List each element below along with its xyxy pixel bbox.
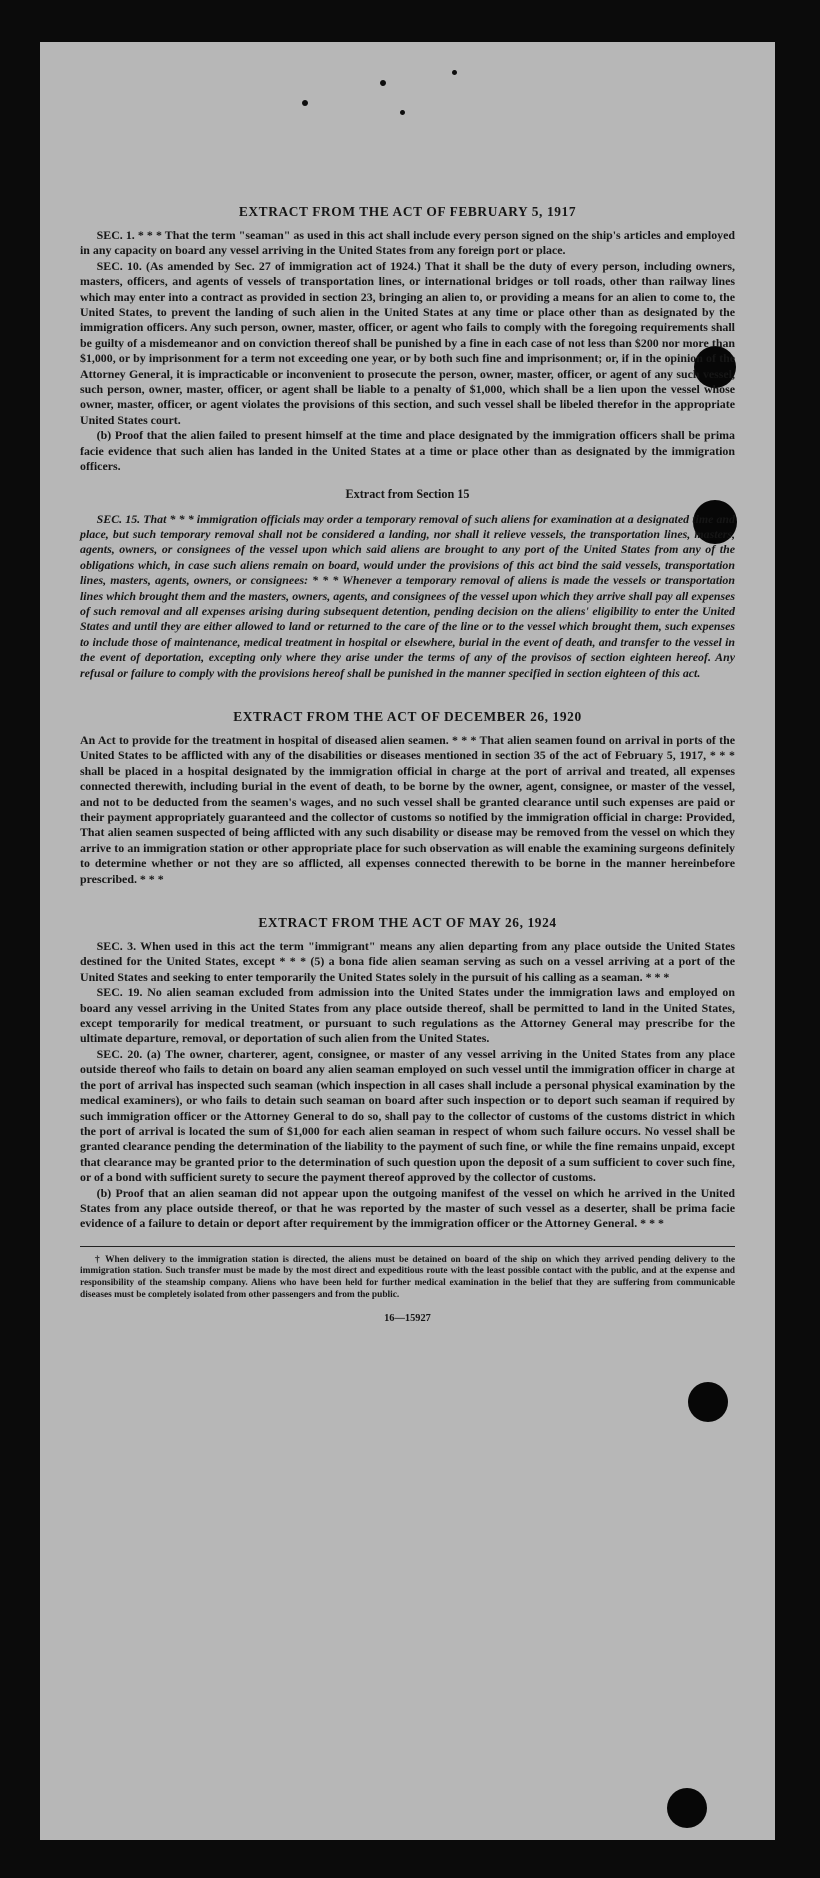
paragraph: SEC. 15. That * * * immigration officials may order a temporary removal of such aliens for examination at a designated time and place, but such temporary removal shall not be considered a landing, nor shall it relieve vessels, the transportation lines, masters, agents, owners, or consignees of the vessel upon which said aliens are brought to any port of the United States from any of the obligations which, in case such aliens remain on board, would under the provisions of this act bind the said vessels, transportation lines, masters, agents, owners, or consignees: * * * Whenever a temporary removal of aliens is made the vessels or transportation lines which brought them and the masters, owners, agents, and consignees of the vessel upon which they arrive shall pay all expenses of such removal and all expenses arising during subsequent detention, pending decision on the aliens' eligibility to enter the United States and until they are either allowed to land or returned to the care of the line or to the vessel which brought them, such expenses to include those of maintenance, medical treatment in hospital or elsewhere, burial in the event of death, and transfer to the vessel in the event of deportation, excepting only where they arise under the terms of any of the provisos of section eighteen hereof. Any refusal or failure to comply with the provisions hereof shall be punished in the manner specified in section eighteen of this act. [80, 511, 735, 680]
speck-mark [302, 100, 308, 106]
page-number: 16—15927 [384, 1313, 431, 1325]
section-heading: EXTRACT FROM THE ACT OF FEBRUARY 5, 1917 [238, 204, 577, 219]
speck-mark [400, 110, 405, 115]
section-subheading: Extract from Section 15 [345, 486, 470, 501]
paragraph: SEC. 20. (a) The owner, charterer, agent, consignee, or master of any vessel arriving in the United States from any place outside thereof who fails to detain on board any alien seaman employed on such vessel until the immigration officer in charge at the port of arrival has inspected such seaman (which inspection in all cases shall include a personal physical examination by the medical examiners), or who fails to detain such seaman on board after such inspection or to deport such seaman if required by such immigration officer or the Attorney General to do so, shall pay to the collector of customs of the customs district in which the port of arrival is located the sum of $1,000 for each alien seaman in respect of whom such failure occurs. No vessel shall be granted clearance pending the determination of the liability to the payment of such fine, or while the fine remains unpaid, except that clearance may be granted prior to the determination of such question upon the deposit of a sum sufficient to cover such fine, or of a bond with sufficient surety to secure the payment thereof approved by the collector of customs. [80, 1046, 735, 1185]
section-heading: EXTRACT FROM THE ACT OF DECEMBER 26, 1920 [233, 708, 582, 724]
paragraph: (b) Proof that the alien failed to present himself at the time and place designated by the immigration officers shall be prima facie evidence that such alien has landed in the United States at a time or place other than as designated by the immigration officers. [80, 428, 735, 474]
paragraph: SEC. 3. When used in this act the term "immigrant" means any alien departing from any place outside the United States destined for the United States, except * * * (5) a bona fide alien seaman serving as such on a vessel arriving at a port of the United States and seeking to enter temporarily the United States solely in the pursuit of his calling as a seaman. * * * [80, 939, 735, 984]
paragraph: (b) Proof that an alien seaman did not appear upon the outgoing manifest of the vessel on which he arrived in the United States from any place outside thereof, or that he was reported by the master of such vessel as a deserter, shall be prima facie evidence of a failure to detain or deport after requirement by the immigration officer or the Attorney General. * * * [80, 1185, 735, 1231]
act-1920-section [80, 709, 735, 887]
punch-hole [667, 1788, 707, 1828]
paragraph: SEC. 10. (As amended by Sec. 27 of immigration act of 1924.) That it shall be the duty of every person, including owners, masters, officers, and agents of vessels of transportation lines, or international bridges or toll roads, other than railway lines which may enter into a contract as provided in section 23, bringing an alien to, or providing a means for an alien to come to, the United States, to prevent the landing of such alien in the United States at any time or place other than as designated by the immigration officers. Any such person, owner, master, officer, or agent who fails to comply with the foregoing requirements shall be guilty of a misdemeanor and on conviction thereof shall be punished by a fine in each case of not less than $200 nor more than $1,000, or by imprisonment for a term not exceeding one year, or by both such fine and imprisonment; or, if in the opinion of the Attorney General, it is impracticable or inconvenient to prosecute the person, owner, master, officer, or agent of any such vessel, such person, owner, master, officer, or agent shall be liable to a penalty of $1,000, which shall be a lien upon the vessel whose owner, master, officer, or agent violates the provisions of this section, and such vessel shall be libeled therefor in the appropriate United States court. [80, 258, 735, 427]
section-15-extract [80, 487, 735, 681]
document-body [80, 162, 735, 1324]
section-heading: EXTRACT FROM THE ACT OF MAY 26, 1924 [258, 915, 557, 931]
speck-mark [452, 70, 457, 75]
act-1917-section [80, 204, 735, 475]
speck-mark [380, 80, 386, 86]
paragraph: SEC. 1. * * * That the term "seaman" as used in this act shall include every person signed on the ship's articles and employed in any capacity on board any vessel arriving in the United States from any foreign port or place. [80, 228, 735, 258]
punch-hole [688, 1382, 728, 1422]
paragraph: SEC. 19. No alien seaman excluded from admission into the United States under the immigration laws and employed on board any vessel arriving in the United States from any place outside thereof, shall be permitted to land in the United States, except temporarily for medical treatment, or pursuant to such regulations as the Attorney General may prescribe for the ultimate departure, removal, or deportation of such alien from the United States. [80, 985, 735, 1046]
document-page [40, 42, 775, 1840]
footnote: † When delivery to the immigration station is directed, the aliens must be detained on board of the ship on which they arrived pending delivery to the immigration station. Such transfer must be made by the most direct and expeditious route with the least possible contact with the public, and at the expense and responsibility of the steamship company. Aliens who have been held for further medical examination in the belief that they are suffering from communicable diseases must be completely isolated from other passengers and from the public. [80, 1254, 735, 1300]
act-1924-section [80, 915, 735, 1232]
paragraph: An Act to provide for the treatment in hospital of diseased alien seamen. * * * That alien seamen found on arrival in ports of the United States to be afflicted with any of the disabilities or diseases mentioned in section 35 of the act of February 5, 1917, * * * shall be placed in a hospital designated by the immigration official in charge at the port of arrival and treated, all expenses connected therewith, including burial in the event of death, to be borne by the owner, agent, consignee, or master of the vessel, and not to be deducted from the seamen's wages, and no such vessel shall be granted clearance until such expenses are paid or their payment appropriately guaranteed and the collector of customs so notified by the immigration official in charge: Provided, That alien seamen suspected of being afflicted with any such disability or disease may be removed from the vessel on which they arrive to an immigration station or other appropriate place for such observation as will enable the examining surgeons definitely to determine whether or not they are so afflicted, all expenses connected therewith to be borne in the manner hereinbefore prescribed. * * * [80, 732, 735, 886]
footnote-divider [80, 1246, 735, 1247]
